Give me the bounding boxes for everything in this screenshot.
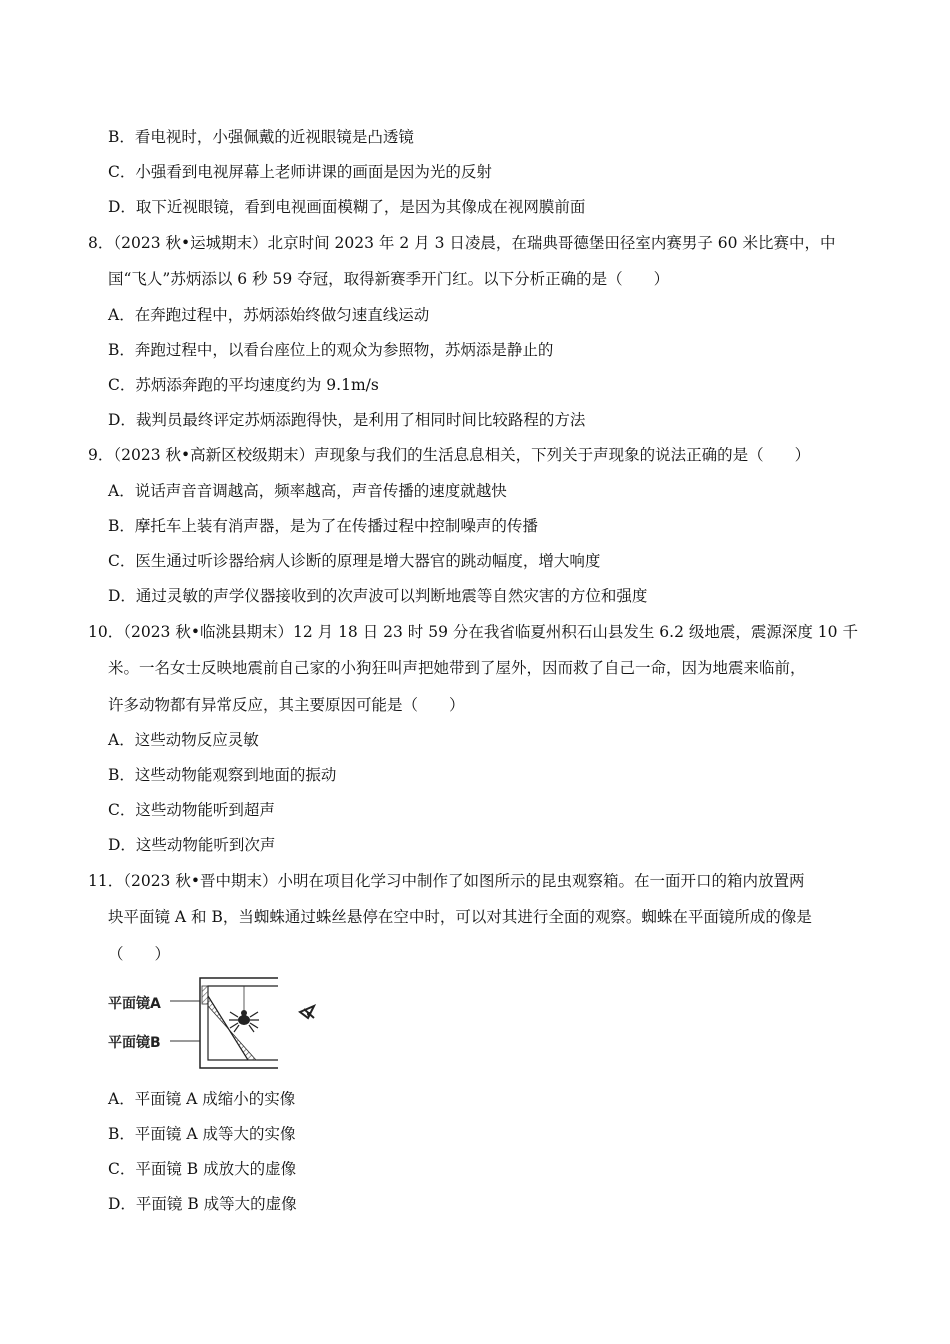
q10-option-d: D．这些动物能听到次声 [108,836,276,854]
box-outer [200,978,278,1068]
spider-icon [229,1010,259,1032]
q9-option-b: B．摩托车上装有消声器，是为了在传播过程中控制噪声的传播 [108,517,538,535]
q11-option-a: A．平面镜 A 成缩小的实像 [108,1090,296,1108]
q9-stem-line1: 9．（2023 秋•高新区校级期末）声现象与我们的生活息息相关，下列关于声现象的说法正确的是（ ） [88,446,811,464]
q8-option-d: D．裁判员最终评定苏炳添跑得快，是利用了相同时间比较路程的方法 [108,411,586,429]
q11-option-b: B．平面镜 A 成等大的实像 [108,1125,296,1143]
q9-option-d: D．通过灵敏的声学仪器接收到的次声波可以判断地震等自然灾害的方位和强度 [108,587,648,605]
q8-stem-line1: 8．（2023 秋•运城期末）北京时间 2023 年 2 月 3 日凌晨，在瑞典哥德堡田径室内赛男子 60 米比赛中，中 [88,234,836,252]
q9-option-a: A．说话声音音调越高，频率越高，声音传播的速度就越快 [108,482,507,500]
q11-stem-line3: （ ） [108,945,171,963]
mirror-a [202,986,208,1004]
q7-option-d: D．取下近视眼镜，看到电视画面模糊了，是因为其像成在视网膜前面 [108,198,586,216]
q10-stem-line1: 10．（2023 秋•临洮县期末）12 月 18 日 23 时 59 分在我省临夏州积石山县发生 6.2 级地震，震源深度 10 千 [88,623,858,641]
q11-option-c: C．平面镜 B 成放大的虚像 [108,1160,297,1178]
q8-option-b: B．奔跑过程中，以看台座位上的观众为参照物，苏炳添是静止的 [108,341,554,359]
q11-stem-line2: 块平面镜 A 和 B，当蜘蛛通过蛛丝悬停在空中时，可以对其进行全面的观察。蜘蛛在平面镜所成的像是 [108,908,812,926]
q11-option-d: D．平面镜 B 成等大的虚像 [108,1195,297,1213]
q8-option-c: C．苏炳添奔跑的平均速度约为 9.1m/s [108,376,379,394]
q11-stem-line1: 11．（2023 秋•晋中期末）小明在项目化学习中制作了如图所示的昆虫观察箱。在一面开口的箱内放置两 [88,872,805,890]
mirror-b-label: 平面镜B [108,1035,161,1051]
insect-box-figure [108,972,338,1072]
eye-icon [300,1006,314,1018]
q10-stem-line2: 米。一名女士反映地震前自己家的小狗狂叫声把她带到了屋外，因而救了自己一命，因为地震来临前， [108,659,806,677]
q10-stem-line3: 许多动物都有异常反应，其主要原因可能是（ ） [108,696,465,714]
q10-option-a: A．这些动物反应灵敏 [108,731,259,749]
q8-stem-line2: 国“飞人”苏炳添以 6 秒 59 夺冠，取得新赛季开门红。以下分析正确的是（ ） [108,270,670,288]
mirror-b [208,996,256,1060]
q10-option-b: B．这些动物能观察到地面的振动 [108,766,337,784]
q7-option-c: C．小强看到电视屏幕上老师讲课的画面是因为光的反射 [108,163,492,181]
box-diagram [108,972,338,1072]
q7-option-b: B．看电视时，小强佩戴的近视眼镜是凸透镜 [108,128,414,146]
mirror-a-label: 平面镜A [108,996,161,1012]
q9-option-c: C．医生通过听诊器给病人诊断的原理是增大器官的跳动幅度，增大响度 [108,552,601,570]
q8-option-a: A．在奔跑过程中，苏炳添始终做匀速直线运动 [108,306,430,324]
q10-option-c: C．这些动物能听到超声 [108,801,275,819]
